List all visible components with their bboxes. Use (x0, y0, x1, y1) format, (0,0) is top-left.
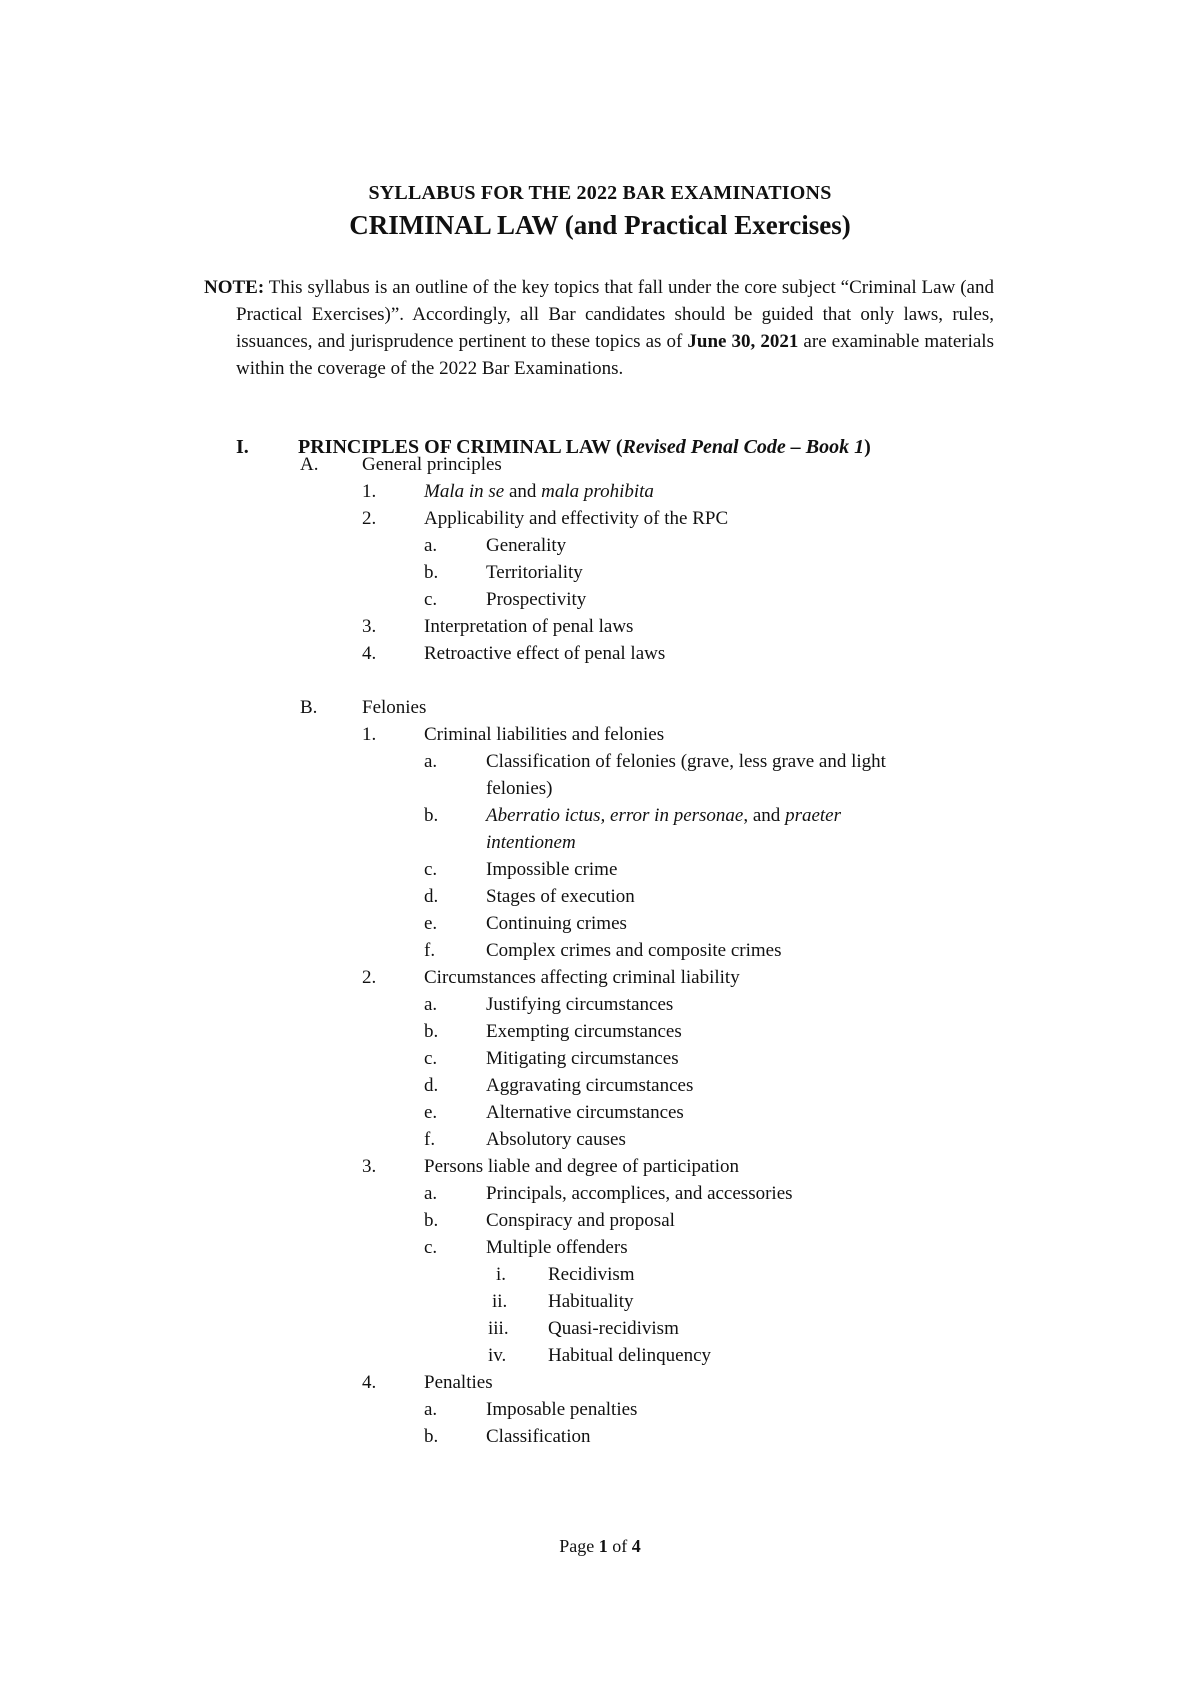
list-marker: 4. (362, 1372, 377, 1393)
list-marker: iii. (488, 1318, 509, 1339)
list-marker: a. (424, 1183, 438, 1204)
connector-text: and (504, 481, 542, 502)
list-text: Felonies (362, 697, 427, 718)
section-title-main: PRINCIPLES OF CRIMINAL LAW ( (298, 436, 623, 458)
list-marker: b. (424, 1021, 439, 1042)
list-text: Principals, accomplices, and accessories (486, 1183, 793, 1204)
list-text: Habitual delinquency (548, 1345, 712, 1366)
list-text: Imposable penalties (486, 1399, 638, 1420)
list-marker: a. (424, 751, 438, 772)
subject-title: CRIMINAL LAW (and Practical Exercises) (349, 210, 851, 240)
list-marker: 2. (362, 967, 377, 988)
section-title-close: ) (864, 436, 871, 458)
list-marker: 2. (362, 508, 377, 529)
list-marker: 3. (362, 1156, 377, 1177)
list-text: Territoriality (486, 562, 583, 583)
note-paragraph (204, 274, 994, 382)
list-marker: b. (424, 1426, 439, 1447)
italic-term: Aberratio ictus, error in personae (486, 805, 744, 826)
list-marker: c. (424, 589, 438, 610)
list-marker: b. (424, 805, 439, 826)
italic-term: Mala in se (424, 481, 505, 502)
list-text: Interpretation of penal laws (424, 616, 634, 637)
list-text: Applicability and effectivity of the RPC (424, 508, 729, 529)
list-text: Complex crimes and composite crimes (486, 940, 782, 961)
list-text: Criminal liabilities and felonies (424, 724, 665, 745)
total-pages: 4 (631, 1536, 641, 1556)
list-marker: c. (424, 1048, 438, 1069)
list-text: Continuing crimes (486, 913, 627, 934)
list-text: Prospectivity (486, 589, 587, 610)
list-text: Circumstances affecting criminal liability (424, 967, 740, 988)
list-text: Aggravating circumstances (486, 1075, 694, 1096)
list-marker: B. (300, 697, 318, 718)
list-text (486, 802, 926, 856)
italic-term: mala prohibita (541, 481, 654, 502)
list-marker: a. (424, 535, 438, 556)
list-text: Classification of felonies (grave, less grave and light felonies) (486, 751, 886, 799)
connector-text: , and (743, 805, 786, 826)
list-text: Stages of execution (486, 886, 635, 907)
list-text: Conspiracy and proposal (486, 1210, 675, 1231)
list-marker: ii. (492, 1291, 508, 1312)
list-marker: a. (424, 994, 438, 1015)
list-marker: f. (424, 1129, 436, 1150)
page-of: of (607, 1536, 632, 1556)
list-marker: 4. (362, 643, 377, 664)
section-title-italic: Revised Penal Code – Book 1 (622, 436, 865, 458)
list-marker: e. (424, 1102, 438, 1123)
list-text: Habituality (548, 1291, 634, 1312)
list-text: Impossible crime (486, 859, 618, 880)
list-marker: d. (424, 886, 439, 907)
list-text: Persons liable and degree of participation (424, 1156, 739, 1177)
section-number: I. (236, 436, 249, 458)
page-prefix: Page (559, 1536, 599, 1556)
list-marker: i. (496, 1264, 507, 1285)
list-text: Justifying circumstances (486, 994, 674, 1015)
list-text: Penalties (424, 1372, 493, 1393)
list-marker: e. (424, 913, 438, 934)
list-text: Absolutory causes (486, 1129, 626, 1150)
list-text (424, 478, 654, 505)
list-marker: 3. (362, 616, 377, 637)
list-text: Generality (486, 535, 567, 556)
list-marker: a. (424, 1399, 438, 1420)
list-text: Exempting circumstances (486, 1021, 682, 1042)
list-text: Retroactive effect of penal laws (424, 643, 666, 664)
list-marker: c. (424, 859, 438, 880)
page-number (0, 1536, 1200, 1557)
list-marker: A. (300, 454, 319, 475)
note-label: NOTE: (204, 277, 265, 298)
list-text: Multiple offenders (486, 1237, 628, 1258)
list-text: Recidivism (548, 1264, 635, 1285)
list-marker: 1. (362, 724, 377, 745)
list-marker: f. (424, 940, 436, 961)
list-text: Mitigating circumstances (486, 1048, 679, 1069)
list-marker: iv. (488, 1345, 507, 1366)
list-text: Alternative circumstances (486, 1102, 684, 1123)
list-text: Quasi-recidivism (548, 1318, 679, 1339)
list-marker: 1. (362, 481, 377, 502)
list-marker: d. (424, 1075, 439, 1096)
current-page: 1 (598, 1536, 608, 1556)
list-text: General principles (362, 454, 502, 475)
note-text-2: are examinable materials within the coverage of the 2022 Bar Examinations. (236, 331, 994, 379)
note-date: June 30, 2021 (687, 331, 799, 352)
note-text-1: This syllabus is an outline of the key topics that fall under the core subject “Criminal Law (and Practical Exercises)”. Accordingly, all Bar candidates should be guided that only laws, rules, issuances, and jurisprudence pertinent to these topics as of (236, 277, 994, 352)
syllabus-heading: SYLLABUS FOR THE 2022 BAR EXAMINATIONS (368, 182, 832, 204)
list-marker: c. (424, 1237, 438, 1258)
list-marker: b. (424, 1210, 439, 1231)
list-text: Classification (486, 1426, 591, 1447)
list-marker: b. (424, 562, 439, 583)
italic-term: praeter intentionem (486, 805, 841, 853)
